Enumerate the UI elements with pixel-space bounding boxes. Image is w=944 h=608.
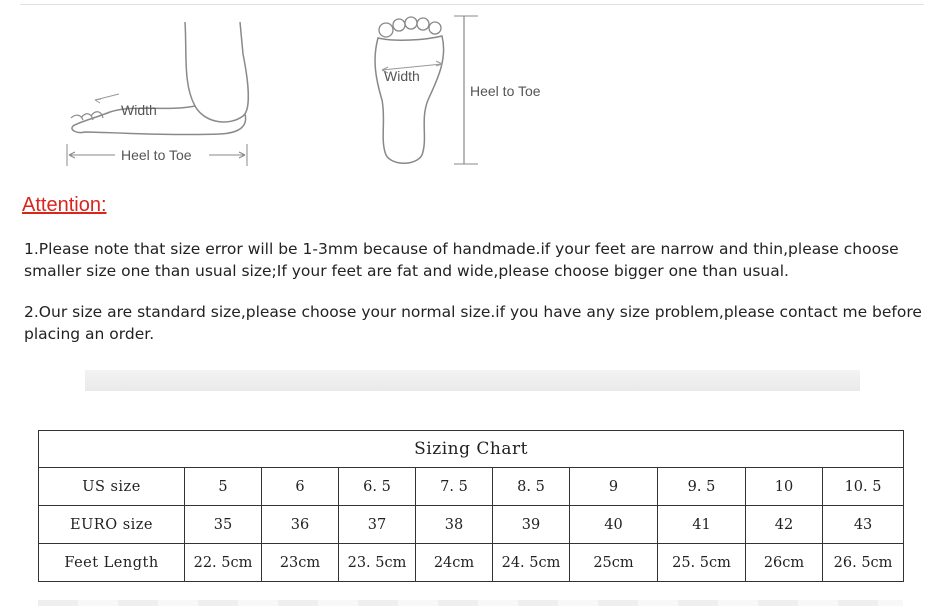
table-row xyxy=(39,468,904,506)
sole-view-length-label: Heel to Toe xyxy=(470,83,541,99)
table-cell: 6. 5 xyxy=(339,468,416,506)
table-cell: 25cm xyxy=(570,544,658,582)
table-cell: 23. 5cm xyxy=(339,544,416,582)
table-cell: 35 xyxy=(185,506,262,544)
table-cell: 26. 5cm xyxy=(823,544,904,582)
top-divider xyxy=(20,4,924,5)
note-standard-size: 2.Our size are standard size,please choose your normal size.if you have any size problem,please contact me before placing an order. xyxy=(24,303,922,343)
side-view-width-label: Width xyxy=(121,102,157,118)
table-row xyxy=(39,506,904,544)
table-cell: 9 xyxy=(570,468,658,506)
bottom-divider xyxy=(38,600,903,606)
sole-view-width-label: Width xyxy=(384,68,420,84)
foot-sole-view-diagram xyxy=(366,10,566,170)
sizing-chart-table xyxy=(38,430,904,582)
table-cell: 5 xyxy=(185,468,262,506)
table-row xyxy=(39,544,904,582)
table-cell: 10 xyxy=(746,468,823,506)
table-cell: 43 xyxy=(823,506,904,544)
table-cell: 7. 5 xyxy=(416,468,493,506)
table-cell: 39 xyxy=(493,506,570,544)
table-cell: 24cm xyxy=(416,544,493,582)
table-cell: 6 xyxy=(262,468,339,506)
table-cell: 8. 5 xyxy=(493,468,570,506)
table-cell: 38 xyxy=(416,506,493,544)
side-view-length-label: Heel to Toe xyxy=(121,147,192,163)
table-cell: 23cm xyxy=(262,544,339,582)
row-label-euro-size: EURO size xyxy=(39,506,185,544)
table-cell: 37 xyxy=(339,506,416,544)
foot-side-view-diagram xyxy=(55,14,265,174)
sizing-chart-title: Sizing Chart xyxy=(39,431,904,468)
table-cell: 9. 5 xyxy=(658,468,746,506)
table-cell: 24. 5cm xyxy=(493,544,570,582)
attention-heading: Attention: xyxy=(22,194,107,216)
table-cell: 10. 5 xyxy=(823,468,904,506)
table-cell: 22. 5cm xyxy=(185,544,262,582)
table-cell: 41 xyxy=(658,506,746,544)
note-handmade-size-error: 1.Please note that size error will be 1-3mm because of handmade.if your feet are narrow and thin,please choose smaller size one than usual size;If your feet are fat and wide,please choose bigger one than usual. xyxy=(24,240,899,280)
table-cell: 36 xyxy=(262,506,339,544)
row-label-feet-length: Feet Length xyxy=(39,544,185,582)
table-cell: 40 xyxy=(570,506,658,544)
table-cell: 42 xyxy=(746,506,823,544)
table-cell: 25. 5cm xyxy=(658,544,746,582)
section-divider-bar xyxy=(85,370,860,391)
table-cell: 26cm xyxy=(746,544,823,582)
row-label-us-size: US size xyxy=(39,468,185,506)
